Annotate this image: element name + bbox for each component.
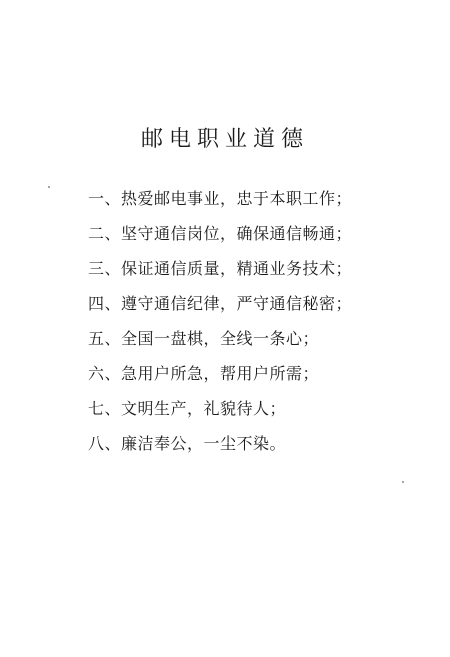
page-title: 邮电职业道德 [140, 127, 309, 152]
list-item: 三、保证通信质量，精通业务技术； [88, 259, 353, 278]
list-item: 六、急用户所急，帮用户所需； [88, 364, 320, 383]
list-item: 四、遵守通信纪律，严守通信秘密； [88, 294, 353, 313]
list-item: 八、廉洁奉公，一尘不染。 [88, 434, 287, 453]
code-of-conduct-list [88, 188, 352, 468]
list-item: 五、全国一盘棋，全线一条心； [88, 329, 320, 348]
list-item: 二、坚守通信岗位，确保通信畅通； [88, 224, 353, 243]
scan-speck [402, 481, 404, 483]
list-item: 一、热爱邮电事业，忠于本职工作； [88, 189, 353, 208]
scan-speck [48, 186, 50, 188]
list-item: 七、文明生产，礼貌待人； [88, 399, 287, 418]
